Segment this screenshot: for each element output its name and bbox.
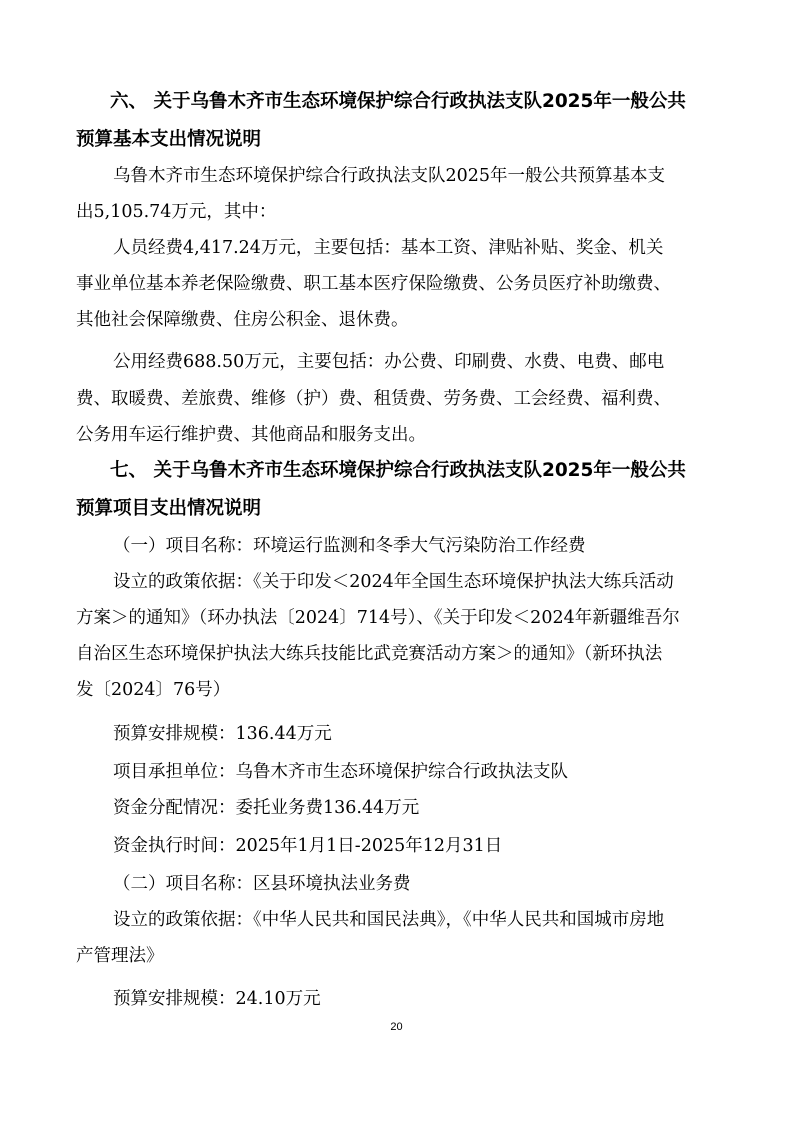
paragraph-line: 公务用车运行维护费、其他商品和服务支出。 <box>76 425 426 445</box>
section-heading: 七、 关于乌鲁木齐市生态环境保护综合行政执法支队2025年一般公共 <box>110 460 686 481</box>
paragraph-line: 资金分配情况：委托业务费136.44万元 <box>113 798 420 818</box>
paragraph-line: 其他社会保障缴费、住房公积金、退休费。 <box>76 310 409 330</box>
section-heading: 预算项目支出情况说明 <box>76 498 262 519</box>
paragraph-line: 方案＞的通知》（环办执法〔2024〕714号）、《关于印发＜2024年新疆维吾尔 <box>76 608 680 628</box>
paragraph-line: 产管理法》 <box>76 946 164 966</box>
paragraph-line: （二）项目名称：区县环境执法业务费 <box>113 874 411 894</box>
paragraph-line: （一）项目名称：环境运行监测和冬季大气污染防治工作经费 <box>113 536 586 556</box>
paragraph-line: 公用经费688.50万元，主要包括：办公费、印刷费、水费、电费、邮电 <box>113 352 665 372</box>
paragraph-line: 预算安排规模：24.10万元 <box>113 989 321 1009</box>
paragraph-line: 设立的政策依据：《关于印发＜2024年全国生态环境保护执法大练兵活动 <box>113 572 674 592</box>
page-number: 20 <box>390 1021 403 1033</box>
paragraph-line: 出5,105.74万元，其中： <box>76 202 277 222</box>
paragraph-line: 事业单位基本养老保险缴费、职工基本医疗保险缴费、公务员医疗补助缴费、 <box>76 274 671 294</box>
paragraph-line: 人员经费4,417.24万元，主要包括：基本工资、津贴补贴、奖金、机关 <box>113 238 664 258</box>
paragraph-line: 预算安排规模：136.44万元 <box>113 724 332 744</box>
section-heading: 六、 关于乌鲁木齐市生态环境保护综合行政执法支队2025年一般公共 <box>110 91 686 112</box>
section-heading: 预算基本支出情况说明 <box>76 129 262 150</box>
paragraph-line: 发〔2024〕76号） <box>76 680 231 700</box>
paragraph-line: 设立的政策依据：《中华人民共和国民法典》，《中华人民共和国城市房地 <box>113 910 665 930</box>
paragraph-line: 自治区生态环境保护执法大练兵技能比武竞赛活动方案＞的通知》（新环执法 <box>76 644 663 664</box>
paragraph-line: 资金执行时间：2025年1月1日-2025年12月31日 <box>113 836 503 856</box>
paragraph-line: 项目承担单位：乌鲁木齐市生态环境保护综合行政执法支队 <box>113 762 568 782</box>
paragraph-line: 乌鲁木齐市生态环境保护综合行政执法支队2025年一般公共预算基本支 <box>113 166 666 186</box>
paragraph-line: 费、取暖费、差旅费、维修（护）费、租赁费、劳务费、工会经费、福利费、 <box>76 389 671 409</box>
